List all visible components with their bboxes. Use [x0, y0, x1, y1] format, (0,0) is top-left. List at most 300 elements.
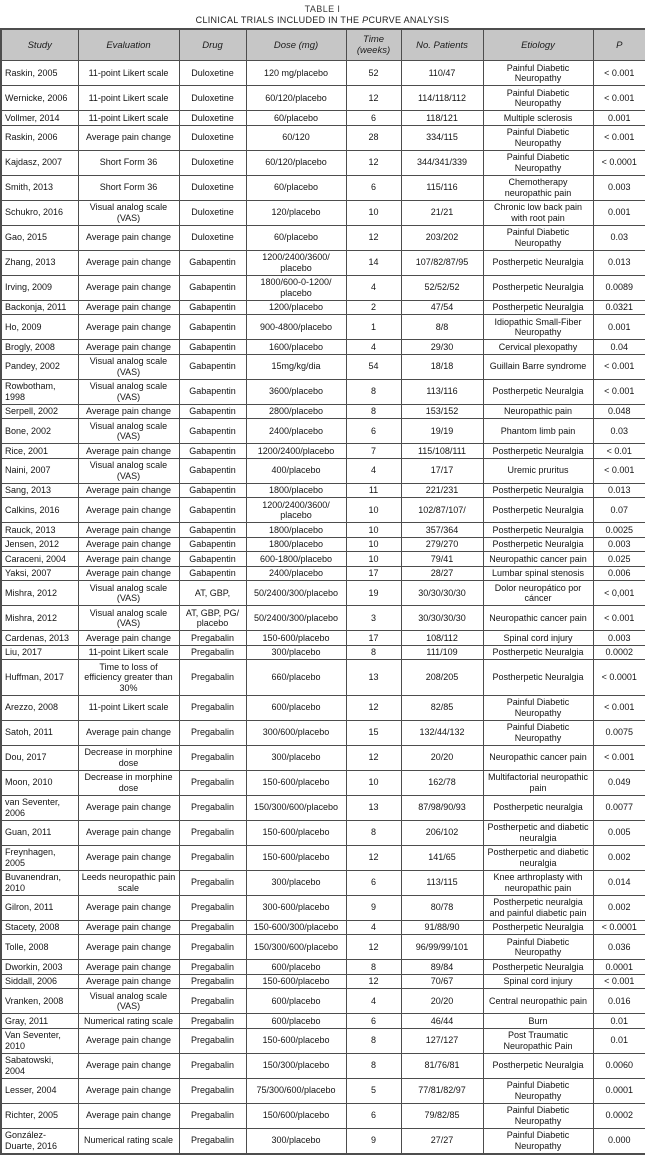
cell-patients: 334/​115 [401, 125, 483, 150]
cell-etiology: Chemotherapy neuropathic pain [483, 175, 593, 200]
cell-p: 0.01 [593, 1014, 645, 1029]
cell-dose: 150-600/​placebo [246, 974, 346, 989]
cell-patients: 27/​27 [401, 1128, 483, 1154]
cell-dose: 1800/​placebo [246, 483, 346, 498]
table-row [1, 537, 645, 552]
cell-p: 0.003 [593, 175, 645, 200]
cell-p: 0.0002 [593, 1103, 645, 1128]
cell-drug: Gabapentin [179, 340, 246, 355]
cell-etiology: Guillain Barre syndrome [483, 354, 593, 379]
cell-study: González-Duarte, 2016 [1, 1128, 78, 1154]
table-row [1, 1103, 645, 1128]
cell-study: Ho, 2009 [1, 315, 78, 340]
cell-p: 0.003 [593, 537, 645, 552]
cell-p: < 0.001 [593, 606, 645, 631]
cell-patients: 221/​231 [401, 483, 483, 498]
cell-p: 0.0077 [593, 795, 645, 820]
cell-drug: Duloxetine [179, 150, 246, 175]
cell-evaluation: Decrease in morphine dose [78, 745, 179, 770]
cell-p: < 0.001 [593, 745, 645, 770]
table-row [1, 606, 645, 631]
cell-dose: 150-600/​placebo [246, 1028, 346, 1053]
cell-dose: 300/​placebo [246, 645, 346, 660]
table-row [1, 845, 645, 870]
table-row [1, 1128, 645, 1154]
cell-evaluation: Average pain change [78, 315, 179, 340]
cell-study: Naini, 2007 [1, 458, 78, 483]
cell-drug: Gabapentin [179, 419, 246, 444]
table-row [1, 444, 645, 459]
cell-p: < 0.001 [593, 61, 645, 86]
cell-time: 6 [346, 175, 401, 200]
cell-p: < 0.001 [593, 379, 645, 404]
cell-study: Richter, 2005 [1, 1103, 78, 1128]
cell-p: 0.0002 [593, 645, 645, 660]
cell-dose: 2400/​placebo [246, 419, 346, 444]
cell-drug: Pregabalin [179, 895, 246, 920]
table-row [1, 566, 645, 581]
cell-study: Calkins, 2016 [1, 498, 78, 523]
cell-p: 0.0001 [593, 1078, 645, 1103]
cell-etiology: Postherpetic Neuralgia [483, 275, 593, 300]
cell-drug: Gabapentin [179, 444, 246, 459]
cell-etiology: Postherpetic Neuralgia [483, 444, 593, 459]
table-row [1, 895, 645, 920]
table-row [1, 552, 645, 567]
cell-etiology: Knee arthroplasty with neuropathic pain [483, 870, 593, 895]
cell-patients: 115/​108/​111 [401, 444, 483, 459]
cell-evaluation: Average pain change [78, 820, 179, 845]
cell-p: < 0.001 [593, 354, 645, 379]
cell-time: 54 [346, 354, 401, 379]
cell-study: Pandey, 2002 [1, 354, 78, 379]
cell-etiology: Spinal cord injury [483, 974, 593, 989]
cell-etiology: Dolor neuropático por cáncer [483, 581, 593, 606]
table-row [1, 820, 645, 845]
cell-dose: 150/​300/​600/​placebo [246, 795, 346, 820]
cell-study: Tolle, 2008 [1, 935, 78, 960]
cell-patients: 102/​87/​107/​ [401, 498, 483, 523]
cell-evaluation: Average pain change [78, 552, 179, 567]
cell-etiology: Postherpetic Neuralgia [483, 537, 593, 552]
cell-evaluation: Average pain change [78, 935, 179, 960]
table-row [1, 1028, 645, 1053]
cell-etiology: Postherpetic Neuralgia [483, 645, 593, 660]
cell-drug: Gabapentin [179, 250, 246, 275]
cell-drug: Gabapentin [179, 458, 246, 483]
cell-p: 0.003 [593, 631, 645, 646]
cell-drug: Pregabalin [179, 1053, 246, 1078]
table-row [1, 150, 645, 175]
cell-etiology: Postherpetic Neuralgia [483, 498, 593, 523]
cell-patients: 21/​21 [401, 200, 483, 225]
column-header-etiology: Etiology [483, 29, 593, 61]
cell-study: Vranken, 2008 [1, 989, 78, 1014]
cell-evaluation: Visual analog scale (VAS) [78, 581, 179, 606]
cell-etiology: Painful Diabetic Neuropathy [483, 150, 593, 175]
cell-dose: 400/​placebo [246, 458, 346, 483]
table-row [1, 419, 645, 444]
cell-time: 5 [346, 1078, 401, 1103]
cell-study: Rice, 2001 [1, 444, 78, 459]
cell-evaluation: Visual analog scale (VAS) [78, 354, 179, 379]
cell-patients: 47/​54 [401, 300, 483, 315]
cell-patients: 70/​67 [401, 974, 483, 989]
cell-drug: Pregabalin [179, 660, 246, 696]
cell-dose: 1600/​placebo [246, 340, 346, 355]
cell-dose: 1200/​2400/​3600/​placebo [246, 498, 346, 523]
cell-drug: Duloxetine [179, 200, 246, 225]
cell-patients: 17/​17 [401, 458, 483, 483]
cell-dose: 15mg/​kg/​dia [246, 354, 346, 379]
cell-evaluation: Average pain change [78, 795, 179, 820]
cell-dose: 150-600/​300/​placebo [246, 920, 346, 935]
cell-evaluation: Average pain change [78, 250, 179, 275]
cell-p: < 0.001 [593, 86, 645, 111]
cell-drug: Gabapentin [179, 483, 246, 498]
cell-time: 19 [346, 581, 401, 606]
table-row [1, 720, 645, 745]
table-row [1, 354, 645, 379]
cell-drug: Pregabalin [179, 989, 246, 1014]
cell-drug: Duloxetine [179, 86, 246, 111]
cell-study: Rauck, 2013 [1, 523, 78, 538]
cell-evaluation: Visual analog scale (VAS) [78, 606, 179, 631]
cell-drug: Pregabalin [179, 1028, 246, 1053]
cell-patients: 82/​85 [401, 695, 483, 720]
table-row [1, 989, 645, 1014]
cell-time: 14 [346, 250, 401, 275]
cell-time: 28 [346, 125, 401, 150]
cell-study: Bone, 2002 [1, 419, 78, 444]
cell-study: Serpell, 2002 [1, 404, 78, 419]
table-row [1, 498, 645, 523]
cell-dose: 150/​600/​placebo [246, 1103, 346, 1128]
table-row [1, 960, 645, 975]
cell-study: Van Seventer, 2010 [1, 1028, 78, 1053]
cell-drug: Pregabalin [179, 795, 246, 820]
cell-patients: 20/​20 [401, 745, 483, 770]
cell-time: 6 [346, 1014, 401, 1029]
cell-p: 0.03 [593, 419, 645, 444]
cell-etiology: Multiple sclerosis [483, 111, 593, 126]
cell-drug: Pregabalin [179, 1103, 246, 1128]
cell-drug: Pregabalin [179, 845, 246, 870]
cell-drug: Gabapentin [179, 275, 246, 300]
cell-study: Caraceni, 2004 [1, 552, 78, 567]
table-row [1, 340, 645, 355]
cell-dose: 150-600/​placebo [246, 631, 346, 646]
cell-p: 0.0060 [593, 1053, 645, 1078]
cell-study: Sang, 2013 [1, 483, 78, 498]
cell-etiology: Painful Diabetic Neuropathy [483, 720, 593, 745]
cell-time: 4 [346, 340, 401, 355]
cell-drug: Pregabalin [179, 1128, 246, 1154]
cell-p: 0.013 [593, 483, 645, 498]
cell-patients: 153/​152 [401, 404, 483, 419]
table-row [1, 1078, 645, 1103]
cell-evaluation: Visual analog scale (VAS) [78, 458, 179, 483]
cell-study: Mishra, 2012 [1, 581, 78, 606]
table-row [1, 870, 645, 895]
cell-dose: 120 mg/​placebo [246, 61, 346, 86]
table-caption [0, 14, 645, 28]
cell-time: 12 [346, 935, 401, 960]
cell-time: 11 [346, 483, 401, 498]
cell-drug: Gabapentin [179, 300, 246, 315]
cell-evaluation: 11-point Likert scale [78, 645, 179, 660]
header-row [1, 29, 645, 61]
cell-patients: 141/​65 [401, 845, 483, 870]
cell-etiology: Postherpetic neuralgia and painful diabetic pain [483, 895, 593, 920]
caption-italic-p: P [362, 15, 369, 25]
cell-study: Cardenas, 2013 [1, 631, 78, 646]
cell-drug: Gabapentin [179, 379, 246, 404]
cell-time: 12 [346, 225, 401, 250]
table-row [1, 631, 645, 646]
cell-patients: 19/​19 [401, 419, 483, 444]
cell-etiology: Postherpetic Neuralgia [483, 379, 593, 404]
cell-etiology: Postherpetic Neuralgia [483, 523, 593, 538]
column-header-time: Time (weeks) [346, 29, 401, 61]
cell-etiology: Uremic pruritus [483, 458, 593, 483]
cell-study: Schukro, 2016 [1, 200, 78, 225]
cell-evaluation: Average pain change [78, 225, 179, 250]
cell-patients: 30/​30/​30/​30 [401, 606, 483, 631]
cell-time: 13 [346, 795, 401, 820]
cell-time: 10 [346, 200, 401, 225]
cell-time: 8 [346, 820, 401, 845]
cell-dose: 150/​300/​placebo [246, 1053, 346, 1078]
cell-drug: Pregabalin [179, 1078, 246, 1103]
cell-dose: 60/​120 [246, 125, 346, 150]
cell-p: 0.0001 [593, 960, 645, 975]
cell-study: Liu, 2017 [1, 645, 78, 660]
cell-time: 8 [346, 379, 401, 404]
cell-p: < 0.0001 [593, 660, 645, 696]
cell-etiology: Central neuropathic pain [483, 989, 593, 1014]
cell-patients: 110/​47 [401, 61, 483, 86]
cell-evaluation: Average pain change [78, 498, 179, 523]
cell-patients: 30/​30/​30/​30 [401, 581, 483, 606]
cell-p: 0.006 [593, 566, 645, 581]
cell-dose: 600/​placebo [246, 695, 346, 720]
cell-patients: 108/​112 [401, 631, 483, 646]
table-row [1, 404, 645, 419]
cell-p: < 0.001 [593, 974, 645, 989]
cell-time: 8 [346, 1053, 401, 1078]
cell-study: Wernicke, 2006 [1, 86, 78, 111]
table-row [1, 86, 645, 111]
column-header-patients: No. Patients [401, 29, 483, 61]
cell-dose: 900-4800/​placebo [246, 315, 346, 340]
cell-patients: 113/​115 [401, 870, 483, 895]
cell-time: 17 [346, 631, 401, 646]
cell-evaluation: Numerical rating scale [78, 1014, 179, 1029]
cell-evaluation: Average pain change [78, 444, 179, 459]
cell-study: Brogly, 2008 [1, 340, 78, 355]
cell-evaluation: Average pain change [78, 631, 179, 646]
cell-evaluation: Short Form 36 [78, 150, 179, 175]
cell-etiology: Painful Diabetic Neuropathy [483, 125, 593, 150]
cell-evaluation: 11-point Likert scale [78, 111, 179, 126]
cell-evaluation: Average pain change [78, 275, 179, 300]
table-row [1, 1053, 645, 1078]
cell-etiology: Postherpetic and diabetic neuralgia [483, 845, 593, 870]
cell-etiology: Post Traumatic Neuropathic Pain [483, 1028, 593, 1053]
cell-drug: Gabapentin [179, 537, 246, 552]
cell-dose: 60/​placebo [246, 175, 346, 200]
cell-time: 12 [346, 845, 401, 870]
table-row [1, 581, 645, 606]
cell-patients: 162/​78 [401, 770, 483, 795]
cell-patients: 89/​84 [401, 960, 483, 975]
table-row [1, 111, 645, 126]
cell-dose: 600/​placebo [246, 1014, 346, 1029]
cell-time: 9 [346, 1128, 401, 1154]
cell-etiology: Idiopathic Small-Fiber Neuropathy [483, 315, 593, 340]
cell-study: Gilron, 2011 [1, 895, 78, 920]
cell-drug: Pregabalin [179, 770, 246, 795]
cell-patients: 118/​121 [401, 111, 483, 126]
table-row [1, 660, 645, 696]
cell-p: 0.048 [593, 404, 645, 419]
cell-evaluation: Visual analog scale (VAS) [78, 379, 179, 404]
cell-patients: 114/​118/​112 [401, 86, 483, 111]
cell-study: Siddall, 2006 [1, 974, 78, 989]
cell-evaluation: Time to loss of efficiency greater than 30% [78, 660, 179, 696]
cell-study: Huffman, 2017 [1, 660, 78, 696]
cell-patients: 81/​76/​81 [401, 1053, 483, 1078]
table-row [1, 125, 645, 150]
cell-time: 13 [346, 660, 401, 696]
cell-evaluation: Visual analog scale (VAS) [78, 200, 179, 225]
table-row [1, 974, 645, 989]
table-row [1, 275, 645, 300]
cell-study: Mishra, 2012 [1, 606, 78, 631]
cell-dose: 1800/​placebo [246, 537, 346, 552]
cell-study: Freynhagen, 2005 [1, 845, 78, 870]
cell-time: 12 [346, 86, 401, 111]
cell-p: < 0,001 [593, 581, 645, 606]
table-row [1, 175, 645, 200]
cell-p: 0.000 [593, 1128, 645, 1154]
cell-study: Guan, 2011 [1, 820, 78, 845]
table-row [1, 379, 645, 404]
cell-drug: Duloxetine [179, 225, 246, 250]
cell-time: 10 [346, 552, 401, 567]
cell-time: 6 [346, 111, 401, 126]
cell-drug: Gabapentin [179, 566, 246, 581]
cell-p: 0.07 [593, 498, 645, 523]
cell-p: 0.014 [593, 870, 645, 895]
cell-etiology: Neuropathic cancer pain [483, 606, 593, 631]
cell-study: Gao, 2015 [1, 225, 78, 250]
table-row [1, 250, 645, 275]
cell-time: 10 [346, 770, 401, 795]
cell-evaluation: 11-point Likert scale [78, 61, 179, 86]
cell-time: 12 [346, 695, 401, 720]
cell-dose: 600/​placebo [246, 960, 346, 975]
cell-drug: Gabapentin [179, 404, 246, 419]
cell-p: 0.049 [593, 770, 645, 795]
cell-time: 4 [346, 920, 401, 935]
cell-etiology: Postherpetic Neuralgia [483, 660, 593, 696]
cell-evaluation: Average pain change [78, 1053, 179, 1078]
cell-patients: 79/​82/​85 [401, 1103, 483, 1128]
cell-drug: Pregabalin [179, 960, 246, 975]
cell-time: 4 [346, 458, 401, 483]
table-row [1, 745, 645, 770]
cell-evaluation: 11-point Likert scale [78, 86, 179, 111]
cell-drug: Pregabalin [179, 920, 246, 935]
cell-evaluation: Average pain change [78, 125, 179, 150]
cell-dose: 300-600/​placebo [246, 895, 346, 920]
cell-etiology: Painful Diabetic Neuropathy [483, 1078, 593, 1103]
cell-drug: Pregabalin [179, 935, 246, 960]
cell-dose: 3600/​placebo [246, 379, 346, 404]
cell-p: 0.01 [593, 1028, 645, 1053]
cell-etiology: Cervical plexopathy [483, 340, 593, 355]
cell-etiology: Painful Diabetic Neuropathy [483, 225, 593, 250]
cell-time: 17 [346, 566, 401, 581]
cell-patients: 29/​30 [401, 340, 483, 355]
cell-dose: 60/​120/​placebo [246, 150, 346, 175]
cell-drug: Gabapentin [179, 498, 246, 523]
cell-patients: 208/​205 [401, 660, 483, 696]
caption-text-post: CURVE ANALYSIS [368, 15, 450, 25]
cell-etiology: Postherpetic Neuralgia [483, 920, 593, 935]
cell-etiology: Burn [483, 1014, 593, 1029]
cell-evaluation: Average pain change [78, 1103, 179, 1128]
cell-study: Smith, 2013 [1, 175, 78, 200]
table-row [1, 61, 645, 86]
cell-drug: Duloxetine [179, 61, 246, 86]
cell-study: Irving, 2009 [1, 275, 78, 300]
column-header-study: Study [1, 29, 78, 61]
cell-patients: 8/​8 [401, 315, 483, 340]
cell-evaluation: Average pain change [78, 720, 179, 745]
cell-p: 0.036 [593, 935, 645, 960]
cell-patients: 357/​364 [401, 523, 483, 538]
cell-p: 0.002 [593, 845, 645, 870]
cell-study: Yaksi, 2007 [1, 566, 78, 581]
cell-study: Dou, 2017 [1, 745, 78, 770]
cell-dose: 2800/​placebo [246, 404, 346, 419]
cell-etiology: Lumbar spinal stenosis [483, 566, 593, 581]
cell-patients: 279/​270 [401, 537, 483, 552]
cell-drug: Gabapentin [179, 552, 246, 567]
cell-drug: AT, GBP, PG/​placebo [179, 606, 246, 631]
table-row [1, 1014, 645, 1029]
cell-dose: 150-600/​placebo [246, 845, 346, 870]
cell-etiology: Postherpetic Neuralgia [483, 960, 593, 975]
cell-patients: 96/​99/​99/​101 [401, 935, 483, 960]
cell-p: 0.002 [593, 895, 645, 920]
cell-patients: 91/​88/​90 [401, 920, 483, 935]
cell-etiology: Postherpetic Neuralgia [483, 483, 593, 498]
cell-evaluation: Average pain change [78, 523, 179, 538]
cell-etiology: Painful Diabetic Neuropathy [483, 935, 593, 960]
column-header-drug: Drug [179, 29, 246, 61]
cell-etiology: Postherpetic Neuralgia [483, 250, 593, 275]
cell-study: Raskin, 2006 [1, 125, 78, 150]
cell-study: Gray, 2011 [1, 1014, 78, 1029]
cell-dose: 60/​placebo [246, 225, 346, 250]
cell-evaluation: Average pain change [78, 920, 179, 935]
cell-p: 0.0321 [593, 300, 645, 315]
cell-evaluation: Average pain change [78, 340, 179, 355]
